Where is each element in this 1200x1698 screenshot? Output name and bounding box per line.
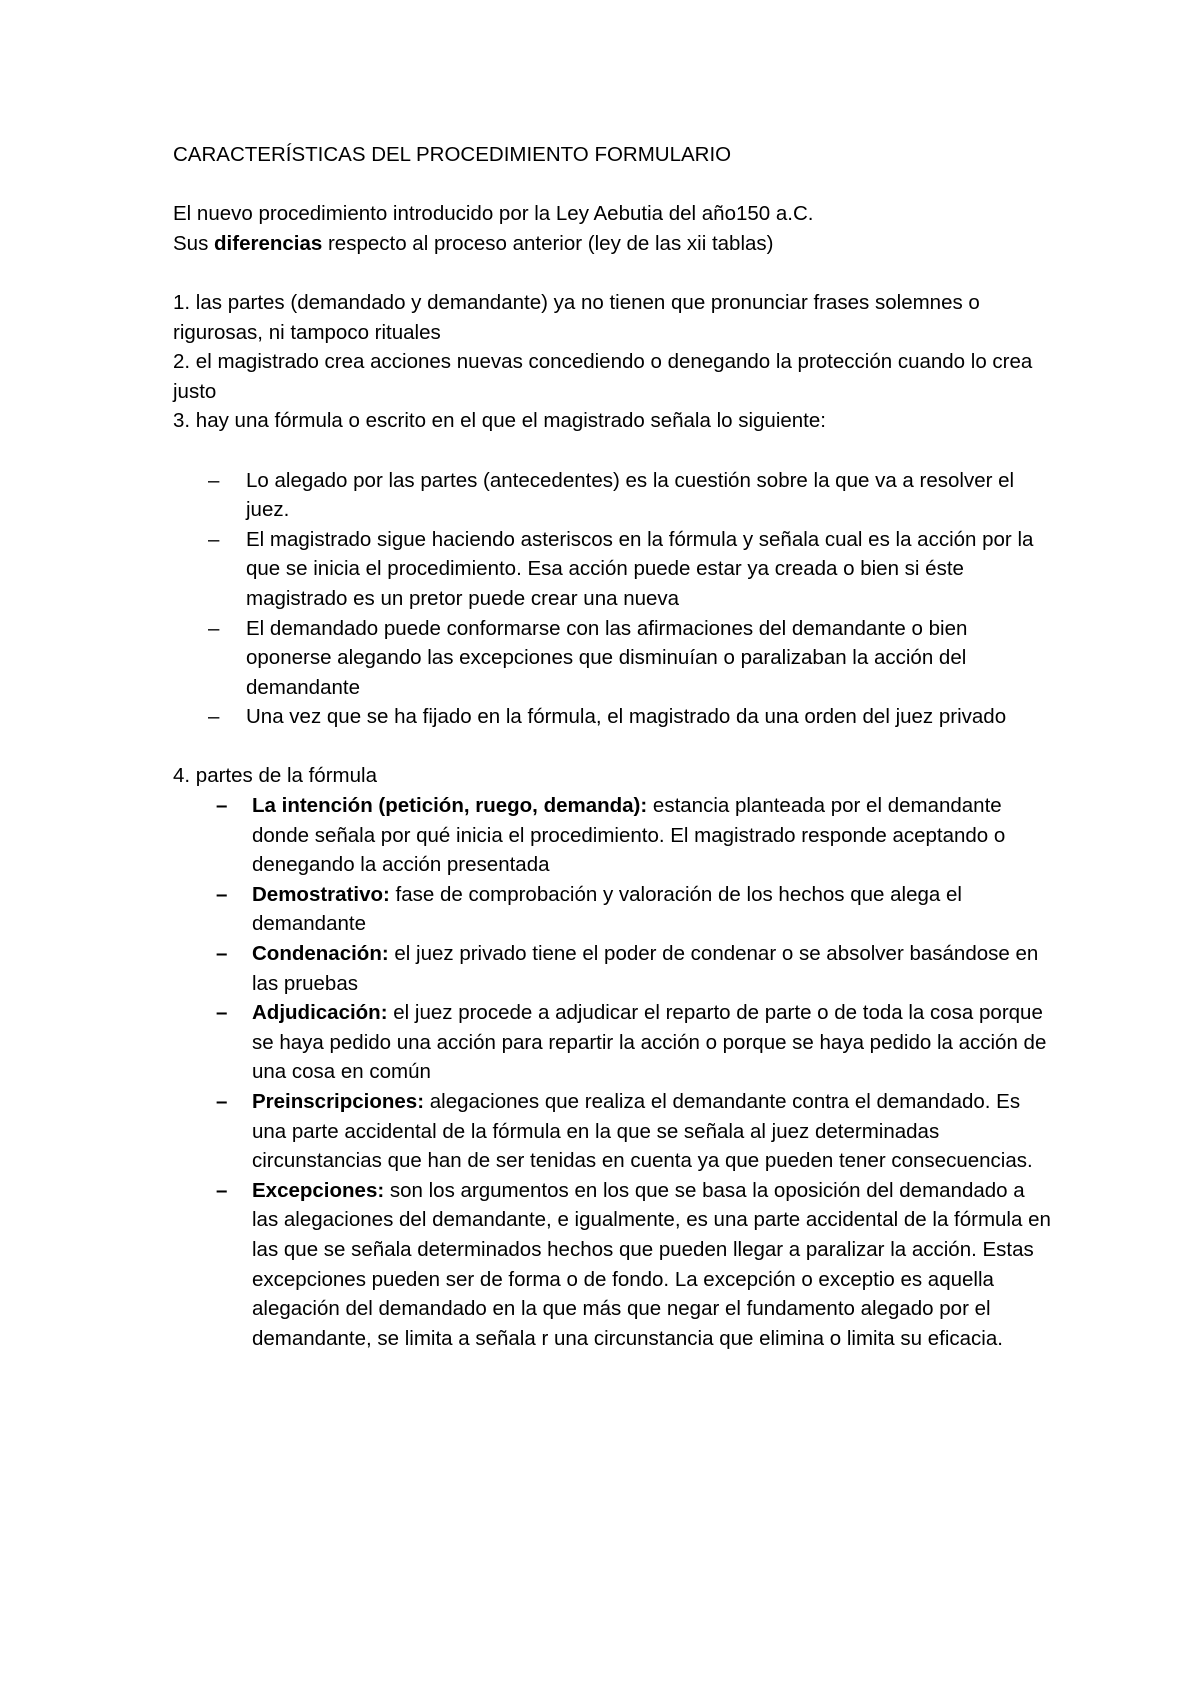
intro-line-1: El nuevo procedimiento introducido por la Ley Aebutia del año150 a.C.	[173, 202, 814, 226]
list-item-text: Una vez que se ha fijado en la fórmula, el magistrado da una orden del juez privado	[246, 705, 1007, 729]
list-item	[173, 880, 1053, 939]
dash-bullet: –	[216, 1178, 228, 1202]
part-term: La intención (petición, ruego, demanda):	[252, 794, 648, 818]
list-item-text: El magistrado sigue haciendo asteriscos en la fórmula y señala cual es la acción por la que se inicia el procedimiento. Esa acción puede estar ya creada o bien si éste magistrado es un pretor puede crear una nueva	[246, 527, 1034, 610]
document-page	[173, 140, 1053, 1353]
list-item	[173, 1087, 1053, 1176]
dash-bullet: –	[208, 705, 220, 729]
dash-bullet: –	[216, 1001, 228, 1025]
part-term: Condenación:	[252, 942, 389, 966]
part-term: Excepciones:	[252, 1178, 385, 1202]
spacer	[173, 258, 1053, 288]
part-text: son los argumentos en los que se basa la oposición del demandado a las alegaciones del demandante, e igualmente, es una parte accidental de la fórmula en las que se señala determinados hechos que pueden llegar a paralizar la acción. Estas excepciones pueden ser de forma o de fondo. La excepción o exceptio es aquella alegación del demandado en la que más que negar el fundamento alegado por el demandante, se limita a señala r una circunstancia que elimina o limita su eficacia.	[252, 1178, 1051, 1350]
intro-line-2	[173, 229, 1053, 259]
list-item	[173, 702, 1053, 732]
dash-bullet: –	[216, 1090, 228, 1113]
list-item	[173, 791, 1053, 880]
part-text: fase de comprobación y valoración de los hechos que alega el demandante	[252, 882, 962, 936]
spacer	[173, 436, 1053, 466]
dash-bullet: –	[208, 527, 220, 551]
intro-line-2-post: respecto al proceso anterior (ley de las xii tablas)	[322, 231, 774, 255]
dash-bullet: –	[208, 468, 220, 492]
intro-line-2-bold: diferencias	[214, 231, 323, 255]
dash-bullet: –	[216, 882, 228, 906]
point-3-sub-list	[173, 466, 1053, 732]
part-text: el juez privado tiene el poder de condenar o se absolver basándose en las pruebas	[252, 942, 1039, 995]
spacer	[173, 732, 1053, 762]
dash-bullet: –	[216, 942, 228, 966]
list-item	[173, 614, 1053, 703]
point-3: 3. hay una fórmula o escrito en el que el magistrado señala lo siguiente:	[173, 409, 826, 433]
point-1: 1. las partes (demandado y demandante) ya no tienen que pronunciar frases solemnes o rigurosas, ni tampoco rituales	[173, 290, 980, 344]
part-term: Demostrativo:	[252, 882, 390, 906]
list-item	[173, 525, 1053, 614]
dash-bullet: –	[216, 794, 228, 818]
list-item	[173, 1176, 1053, 1354]
part-text: el juez procede a adjudicar el reparto de parte o de toda la cosa porque se haya pedido una acción para repartir la acción o porque se haya pedido la acción de una cosa en común	[252, 1001, 1047, 1084]
document-title: CARACTERÍSTICAS DEL PROCEDIMIENTO FORMULARIO	[173, 143, 732, 166]
dash-bullet: –	[208, 616, 220, 640]
part-text: alegaciones que realiza el demandante contra el demandado. Es una parte accidental de la fórmula en la que se señala al juez determinadas circunstancias que han de ser tenidas en cuenta ya que pueden tener consecuencias.	[252, 1090, 1033, 1173]
point-4: 4. partes de la fórmula	[173, 764, 377, 788]
part-term: Preinscripciones:	[252, 1090, 425, 1113]
intro-line-2-pre: Sus	[173, 231, 215, 255]
part-term: Adjudicación:	[252, 1001, 388, 1025]
formula-parts-list	[173, 791, 1053, 1353]
point-2: 2. el magistrado crea acciones nuevas concediendo o denegando la protección cuando lo crea justo	[173, 350, 1033, 403]
list-item	[173, 466, 1053, 525]
list-item	[173, 939, 1053, 998]
list-item-text: Lo alegado por las partes (antecedentes) es la cuestión sobre la que va a resolver el juez.	[246, 468, 1015, 522]
list-item-text: El demandado puede conformarse con las afirmaciones del demandante o bien oponerse alegando las excepciones que disminuían o paralizaban la acción del demandante	[246, 616, 968, 699]
spacer	[173, 170, 1053, 200]
part-text: estancia planteada por el demandante donde señala por qué inicia el procedimiento. El magistrado responde aceptando o denegando la acción presentada	[252, 794, 1006, 877]
list-item	[173, 998, 1053, 1087]
